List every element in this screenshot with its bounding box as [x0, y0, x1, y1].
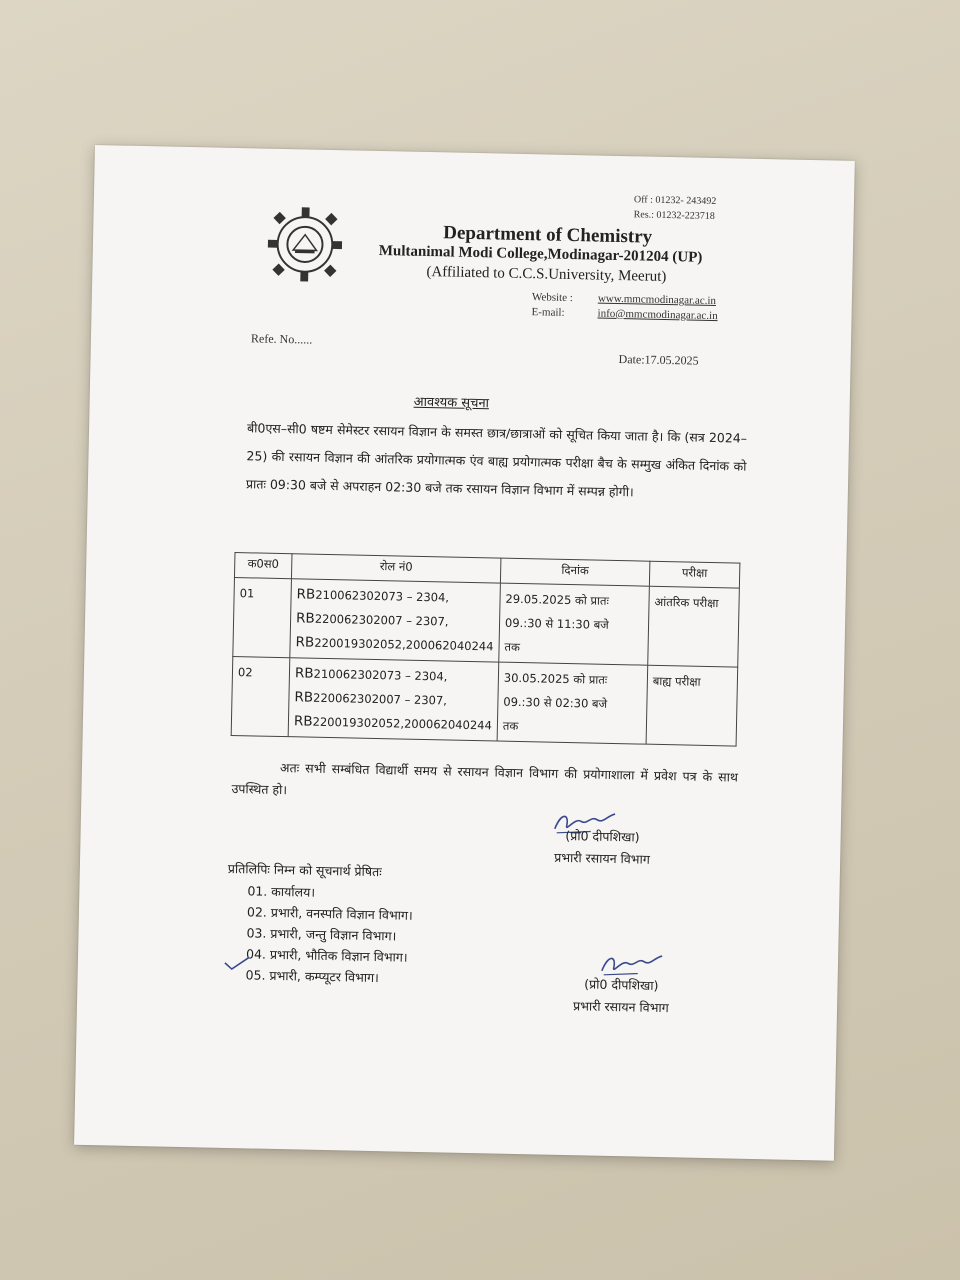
roll-line: RB220019302052,200062040244	[293, 713, 492, 733]
department-title: Department of Chemistry	[443, 222, 653, 248]
table-row	[231, 656, 738, 746]
notice-body: बी0एस–सी0 षष्टम सेमेस्टर रसायन विज्ञान के समस्त छात्र/छात्राओं को सूचित किया जाता है। कि (सत्र 2024–25) की रसायन विज्ञान की आंतरिक प्रयोगात्मक एंव बाह्य प्रयोगात्मक परीक्षा बैच के सम्मुख अंकित दिनांक को प्रातः 09:30 बजे से अपराहन 02:30 बजे तक रसायन विज्ञान विभाग में सम्पन्न होगी।	[245, 420, 748, 500]
reference-number: Refe. No......	[250, 331, 313, 347]
header-roll: रोल नं0	[291, 554, 500, 583]
residence-phone: Res.: 01232-223718	[633, 209, 715, 222]
roll-line: RB220062302007 – 2307,	[295, 610, 449, 629]
list-item: 05. प्रभारी, कम्प्यूटर विभाग।	[245, 967, 380, 986]
office-phone: Off : 01232- 243492	[633, 194, 717, 208]
affiliation: (Affiliated to C.C.S.University, Meerut)	[426, 263, 667, 285]
copy-to-list	[245, 880, 413, 988]
signatory-title: प्रभारी रसायन विभाग	[572, 998, 669, 1016]
roll-line: RB220019302052,200062040244	[295, 634, 494, 654]
signatory-block	[554, 825, 651, 871]
row-roll-numbers	[288, 658, 499, 741]
web-contacts	[531, 290, 718, 323]
list-item: 04. प्रभारी, भौतिक विज्ञान विभाग।	[245, 946, 408, 965]
website-link[interactable]: www.mmcmodinagar.ac.in	[597, 292, 717, 308]
signatory-name: (प्रो0 दीपशिखा)	[565, 828, 640, 845]
checkmark-icon	[223, 955, 251, 972]
notice-heading: आवश्यक सूचना	[413, 394, 490, 412]
header-exam: परीक्षा	[649, 561, 740, 588]
list-item: 01. कार्यालय।	[247, 883, 316, 900]
table-row	[233, 578, 740, 668]
signatory-name: (प्रो0 दीपशिखा)	[584, 976, 659, 993]
roll-line: RB210062302073 – 2304,	[296, 586, 450, 605]
notice-date: Date:17.05.2025	[618, 352, 699, 368]
contact-numbers	[633, 192, 716, 224]
website-label: Website :	[531, 291, 573, 305]
row-date: 30.05.2025 को प्रातः 09.:30 से 02:30 बजे तक	[497, 662, 648, 744]
email-link[interactable]: info@mmcmodinagar.ac.in	[597, 307, 718, 323]
exam-schedule-table	[231, 552, 741, 747]
row-sno: 02	[231, 656, 290, 736]
college-seal-logo	[265, 205, 345, 285]
row-exam: बाह्य परीक्षा	[646, 665, 738, 746]
row-exam: आंतरिक परीक्षा	[648, 586, 740, 667]
copy-to-heading: प्रतिलिपिः निम्न को सूचनार्थ प्रेषितः	[227, 860, 382, 880]
row-sno: 01	[233, 578, 292, 658]
list-item: 02. प्रभारी, वनस्पति विज्ञान विभाग।	[246, 904, 413, 923]
row-date: 29.05.2025 को प्रातः 09.:30 से 11:30 बजे तक	[499, 583, 650, 665]
roll-line: RB210062302073 – 2304,	[294, 665, 448, 684]
header-sno: क0स0	[234, 553, 292, 579]
notice-document	[74, 145, 855, 1161]
header-date: दिनांक	[500, 558, 649, 586]
email-label: E-mail:	[531, 306, 565, 319]
signatory-title: प्रभारी रसायन विभाग	[554, 849, 651, 867]
college-name: Multanimal Modi College,Modinagar-201204 (UP)	[378, 242, 703, 266]
roll-line: RB220062302007 – 2307,	[294, 689, 448, 708]
list-item: 03. प्रभारी, जन्तु विज्ञान विभाग।	[246, 925, 397, 944]
signatory-block	[573, 973, 670, 1019]
row-roll-numbers	[290, 579, 501, 662]
closing-instruction: अतः सभी सम्बंधित विद्यार्थी समय से रसायन विज्ञान विभाग की प्रयोगाशाला में प्रवेश पत्र के साथ उपस्थित हो।	[231, 760, 739, 798]
